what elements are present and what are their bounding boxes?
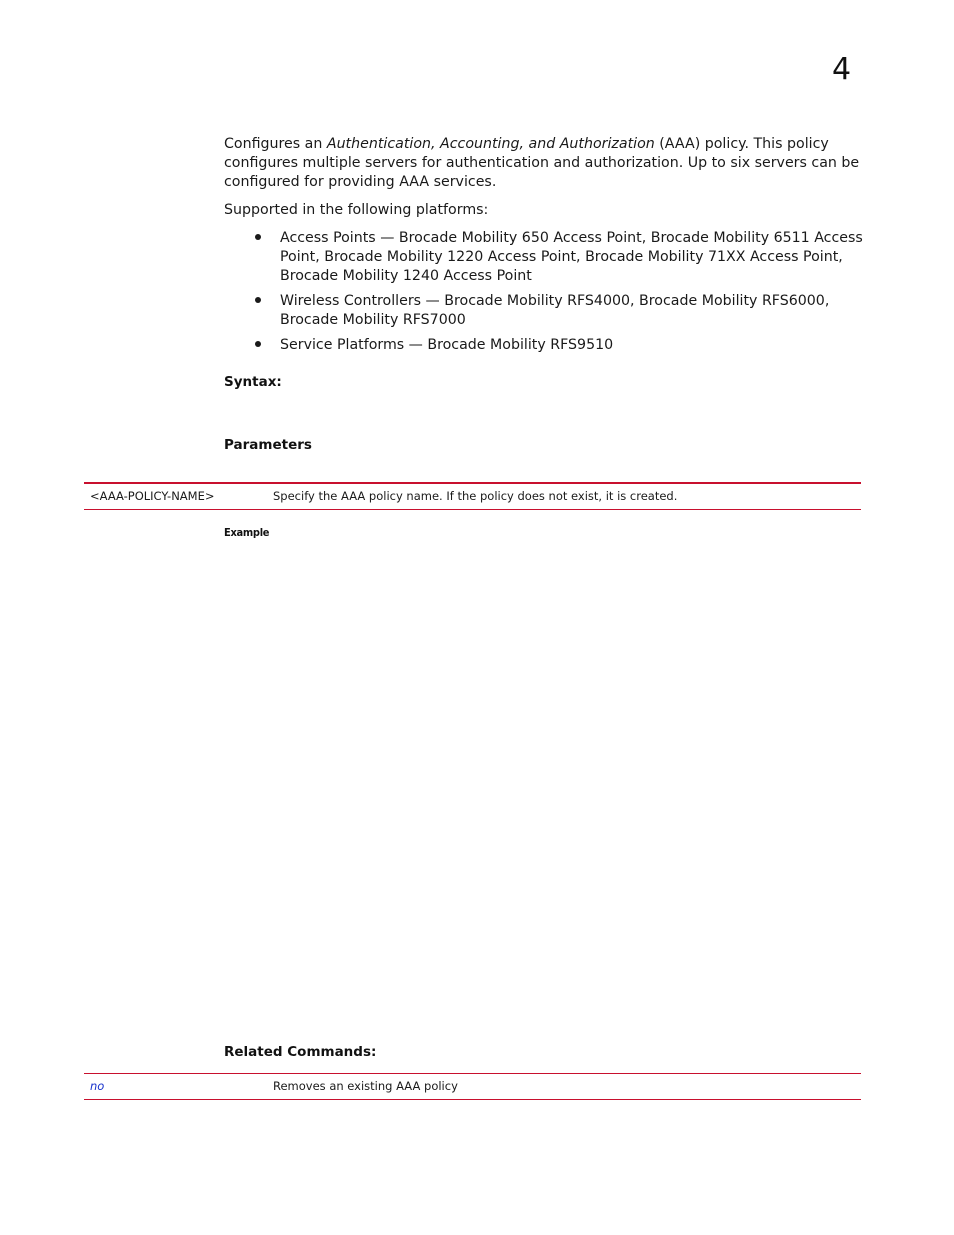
list-item (224, 336, 869, 355)
chapter-number: 4 (832, 52, 852, 87)
bullet-icon (255, 297, 261, 303)
related-commands-heading: Related Commands: (224, 1044, 377, 1060)
parameters-table (84, 482, 861, 510)
bullet-icon (255, 234, 261, 240)
related-command-link[interactable]: no (90, 1079, 105, 1093)
supported-platforms-intro: Supported in the following platforms: (224, 202, 489, 218)
description-emphasis: Authentication, Accounting, and Authorization (326, 136, 655, 152)
table-row (84, 1074, 861, 1099)
table-row (84, 484, 861, 509)
platform-list (224, 229, 869, 361)
related-command-description: Removes an existing AAA policy (273, 1079, 458, 1093)
command-description (224, 135, 864, 192)
parameter-description: Specify the AAA policy name. If the policy does not exist, it is created. (273, 489, 678, 503)
syntax-heading: Syntax: (224, 374, 282, 390)
list-item-text: Access Points — Brocade Mobility 650 Access Point, Brocade Mobility 6511 Access Point, Brocade Mobility 1220 Access Point, Brocade Mobility 71XX Access Point, Brocade Mobility 1240 Access Point (280, 230, 863, 284)
example-heading: Example (224, 526, 270, 539)
related-commands-table (84, 1073, 861, 1100)
list-item (224, 229, 869, 286)
bullet-icon (255, 341, 261, 347)
parameter-name: <AAA-POLICY-NAME> (90, 489, 215, 503)
list-item (224, 292, 869, 330)
list-item-text: Service Platforms — Brocade Mobility RFS9510 (280, 337, 614, 353)
parameters-heading: Parameters (224, 437, 312, 453)
list-item-text: Wireless Controllers — Brocade Mobility RFS4000, Brocade Mobility RFS6000, Brocade Mobility RFS7000 (280, 293, 830, 328)
description-text-1: Configures an (224, 136, 327, 152)
description-text-2: (AAA) policy. This policy configures multiple servers for authentication and authorization. Up to six servers can be configured for providing AAA services. (224, 136, 860, 190)
